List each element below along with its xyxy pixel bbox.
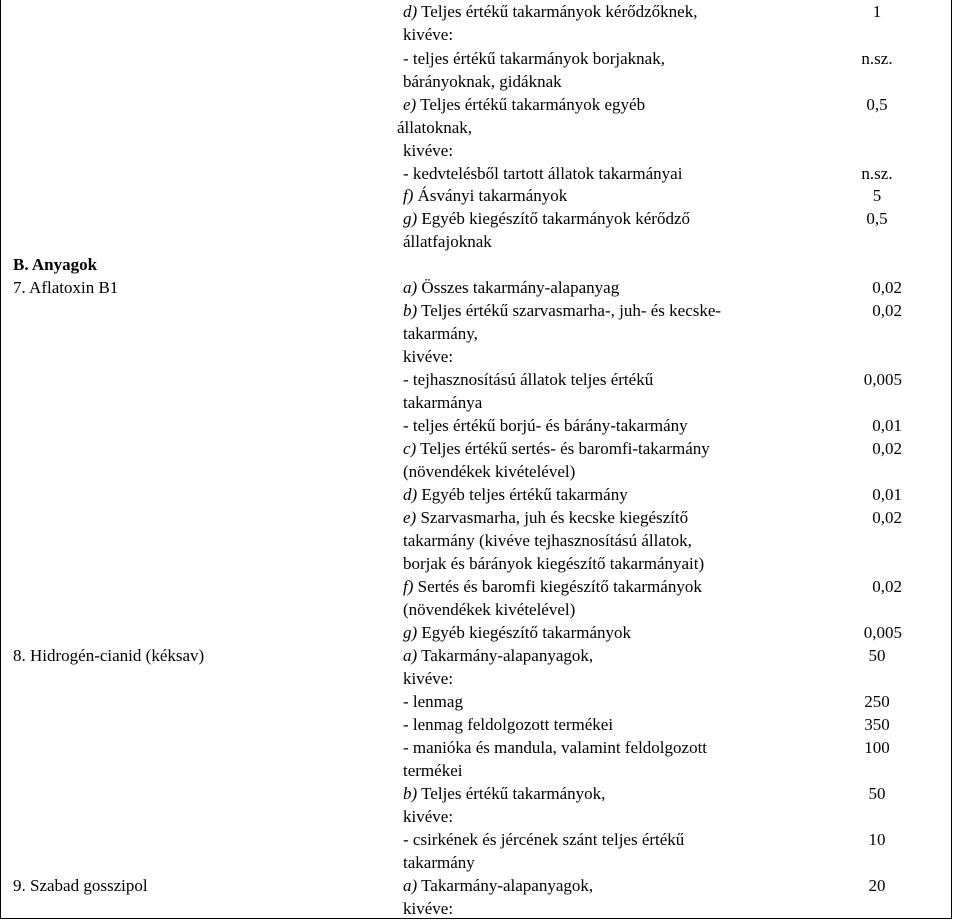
product-description <box>403 139 453 162</box>
product-description <box>403 644 593 667</box>
item-letter: b) <box>403 784 418 803</box>
table-row <box>1 322 953 345</box>
product-description <box>403 851 475 874</box>
max-content-value: 0,5 <box>866 209 888 228</box>
description-text: Teljes értékű szarvasmarha-, juh- és kecske- <box>417 301 722 320</box>
product-description <box>403 299 721 322</box>
product-description <box>403 529 692 552</box>
table-row <box>1 184 953 207</box>
product-description <box>403 230 492 253</box>
description-text: takarmány (kivéve tejhasznosítású állatok, <box>403 531 692 550</box>
product-description <box>403 483 628 506</box>
max-content-value: 0,01 <box>872 416 902 435</box>
table-row <box>1 368 953 391</box>
table-row <box>1 552 953 575</box>
product-description <box>403 162 682 185</box>
max-content-value: 350 <box>864 715 890 734</box>
max-content-value: 5 <box>872 186 882 205</box>
description-text: - manióka és mandula, valamint feldolgozott <box>403 738 708 757</box>
product-description <box>403 93 645 116</box>
product-description <box>403 184 567 207</box>
product-description <box>403 552 704 575</box>
description-text: Takarmány-alapanyagok, <box>417 876 594 895</box>
substance-name: 8. Hidrogén-cianid (kéksav) <box>13 646 205 665</box>
table-row <box>1 575 953 598</box>
item-letter: a) <box>403 646 418 665</box>
table-row <box>1 713 953 736</box>
product-description <box>403 322 478 345</box>
description-text: kivéve: <box>403 669 454 688</box>
table-row <box>1 644 953 667</box>
item-letter: d) <box>403 2 418 21</box>
max-content-value: 0,005 <box>863 623 902 642</box>
description-text: - teljes értékű takarmányok borjaknak, <box>403 49 665 68</box>
description-text: - lenmag <box>403 692 463 711</box>
table-row <box>1 253 953 276</box>
product-description <box>403 460 575 483</box>
product-description <box>403 345 453 368</box>
product-description <box>403 874 593 897</box>
description-text: - lenmag feldolgozott termékei <box>403 715 614 734</box>
table-row <box>1 598 953 621</box>
description-text: - kedvtelésből tartott állatok takarmányai <box>403 164 683 183</box>
product-description <box>403 736 707 759</box>
product-description <box>403 70 562 93</box>
product-description <box>403 782 605 805</box>
product-description <box>403 713 613 736</box>
item-letter: e) <box>403 95 417 114</box>
table-row <box>1 345 953 368</box>
table-row <box>1 70 953 93</box>
max-content-value: 1 <box>872 2 882 21</box>
product-description <box>403 667 453 690</box>
item-letter: e) <box>403 508 417 527</box>
max-content-value: 0,5 <box>866 95 888 114</box>
product-description <box>403 690 463 713</box>
product-description <box>403 598 575 621</box>
table-row <box>1 414 953 437</box>
description-text: állatoknak, <box>397 118 473 137</box>
table-row <box>1 805 953 828</box>
description-text: kivéve: <box>403 347 454 366</box>
max-content-value: 0,02 <box>872 577 902 596</box>
description-text: takarmány, <box>403 324 478 343</box>
table-row <box>1 874 953 897</box>
table-row <box>1 299 953 322</box>
description-text: (növendékek kivételével) <box>403 600 576 619</box>
table-row <box>1 230 953 253</box>
max-content-value: 50 <box>868 784 886 803</box>
product-description <box>403 276 619 299</box>
table-row <box>1 897 953 920</box>
item-letter: g) <box>403 209 418 228</box>
description-text: Összes takarmány-alapanyag <box>417 278 620 297</box>
description-text: kivéve: <box>403 141 454 160</box>
description-text: takarmány <box>403 853 475 872</box>
item-letter: a) <box>403 876 418 895</box>
table-row <box>1 759 953 782</box>
max-content-value: 10 <box>868 830 886 849</box>
max-content-value: 0,02 <box>872 439 902 458</box>
max-content-value: 50 <box>868 646 886 665</box>
max-content-value: 0,02 <box>872 278 902 297</box>
description-text: Teljes értékű takarmányok, <box>417 784 606 803</box>
table-row <box>1 207 953 230</box>
description-text: - csirkének és jércének szánt teljes értékű <box>403 830 685 849</box>
product-description <box>403 47 665 70</box>
description-text: (növendékek kivételével) <box>403 462 576 481</box>
description-text: Teljes értékű takarmányok kérődzőknek, <box>417 2 698 21</box>
product-description <box>403 207 690 230</box>
table-row <box>1 667 953 690</box>
table-row <box>1 506 953 529</box>
table-row <box>1 828 953 851</box>
item-letter: a) <box>403 278 418 297</box>
description-text: takarmánya <box>403 393 483 412</box>
product-description <box>403 23 453 46</box>
item-letter: g) <box>403 623 418 642</box>
description-text: Ásványi takarmányok <box>413 186 568 205</box>
max-content-value: 0,02 <box>872 508 902 527</box>
table-row <box>1 391 953 414</box>
substance-name: 9. Szabad gosszipol <box>13 876 148 895</box>
product-description <box>403 437 710 460</box>
product-description <box>403 897 453 920</box>
description-text: Takarmány-alapanyagok, <box>417 646 594 665</box>
product-description <box>403 414 688 437</box>
max-content-value: 250 <box>864 692 890 711</box>
description-text: Teljes értékű sertés- és baromfi-takarmány <box>416 439 710 458</box>
description-text: Egyéb kiegészítő takarmányok <box>417 623 632 642</box>
table-row <box>1 93 953 116</box>
description-text: termékei <box>403 761 463 780</box>
max-content-value: 0,01 <box>872 485 902 504</box>
product-description <box>397 116 472 139</box>
description-text: - tejhasznosítású állatok teljes értékű <box>403 370 654 389</box>
product-description <box>403 0 697 23</box>
max-content-value: n.sz. <box>861 49 893 68</box>
description-text: Szarvasmarha, juh és kecske kiegészítő <box>416 508 689 527</box>
product-description <box>403 759 462 782</box>
description-text: bárányoknak, gidáknak <box>403 72 562 91</box>
table-row <box>1 851 953 874</box>
item-letter: d) <box>403 485 418 504</box>
item-letter: f) <box>403 186 414 205</box>
description-text: - teljes értékű borjú- és bárány-takarmány <box>403 416 688 435</box>
table-row <box>1 621 953 644</box>
product-description <box>403 368 653 391</box>
table-row <box>1 437 953 460</box>
substance-name: 7. Aflatoxin B1 <box>13 278 119 297</box>
product-description <box>403 621 631 644</box>
section-heading: B. Anyagok <box>13 255 98 274</box>
description-text: kivéve: <box>403 899 454 918</box>
product-description <box>403 575 702 598</box>
product-description <box>403 391 482 414</box>
table-row <box>1 139 953 162</box>
table-row <box>1 0 953 23</box>
description-text: Egyéb teljes értékű takarmány <box>417 485 628 504</box>
table-row <box>1 162 953 185</box>
description-text: Egyéb kiegészítő takarmányok kérődző <box>417 209 691 228</box>
description-text: Teljes értékű takarmányok egyéb <box>416 95 646 114</box>
product-description <box>403 805 453 828</box>
max-content-value: 0,02 <box>872 301 902 320</box>
table-row <box>1 116 953 139</box>
max-content-value: 20 <box>868 876 886 895</box>
max-content-value: 100 <box>864 738 890 757</box>
table-row <box>1 460 953 483</box>
item-letter: b) <box>403 301 418 320</box>
table-row <box>1 736 953 759</box>
item-letter: f) <box>403 577 414 596</box>
product-description <box>403 506 688 529</box>
max-content-value: 0,005 <box>863 370 902 389</box>
table-row <box>1 276 953 299</box>
product-description <box>403 828 684 851</box>
description-text: kivéve: <box>403 25 454 44</box>
max-content-value: n.sz. <box>861 164 893 183</box>
item-letter: c) <box>403 439 417 458</box>
description-text: kivéve: <box>403 807 454 826</box>
table-row <box>1 782 953 805</box>
table-row <box>1 47 953 70</box>
table-row <box>1 483 953 506</box>
description-text: állatfajoknak <box>403 232 492 251</box>
table-row <box>1 690 953 713</box>
table-row <box>1 23 953 46</box>
description-text: Sertés és baromfi kiegészítő takarmányok <box>413 577 702 596</box>
table-row <box>1 529 953 552</box>
description-text: borjak és bárányok kiegészítő takarmányait) <box>403 554 705 573</box>
